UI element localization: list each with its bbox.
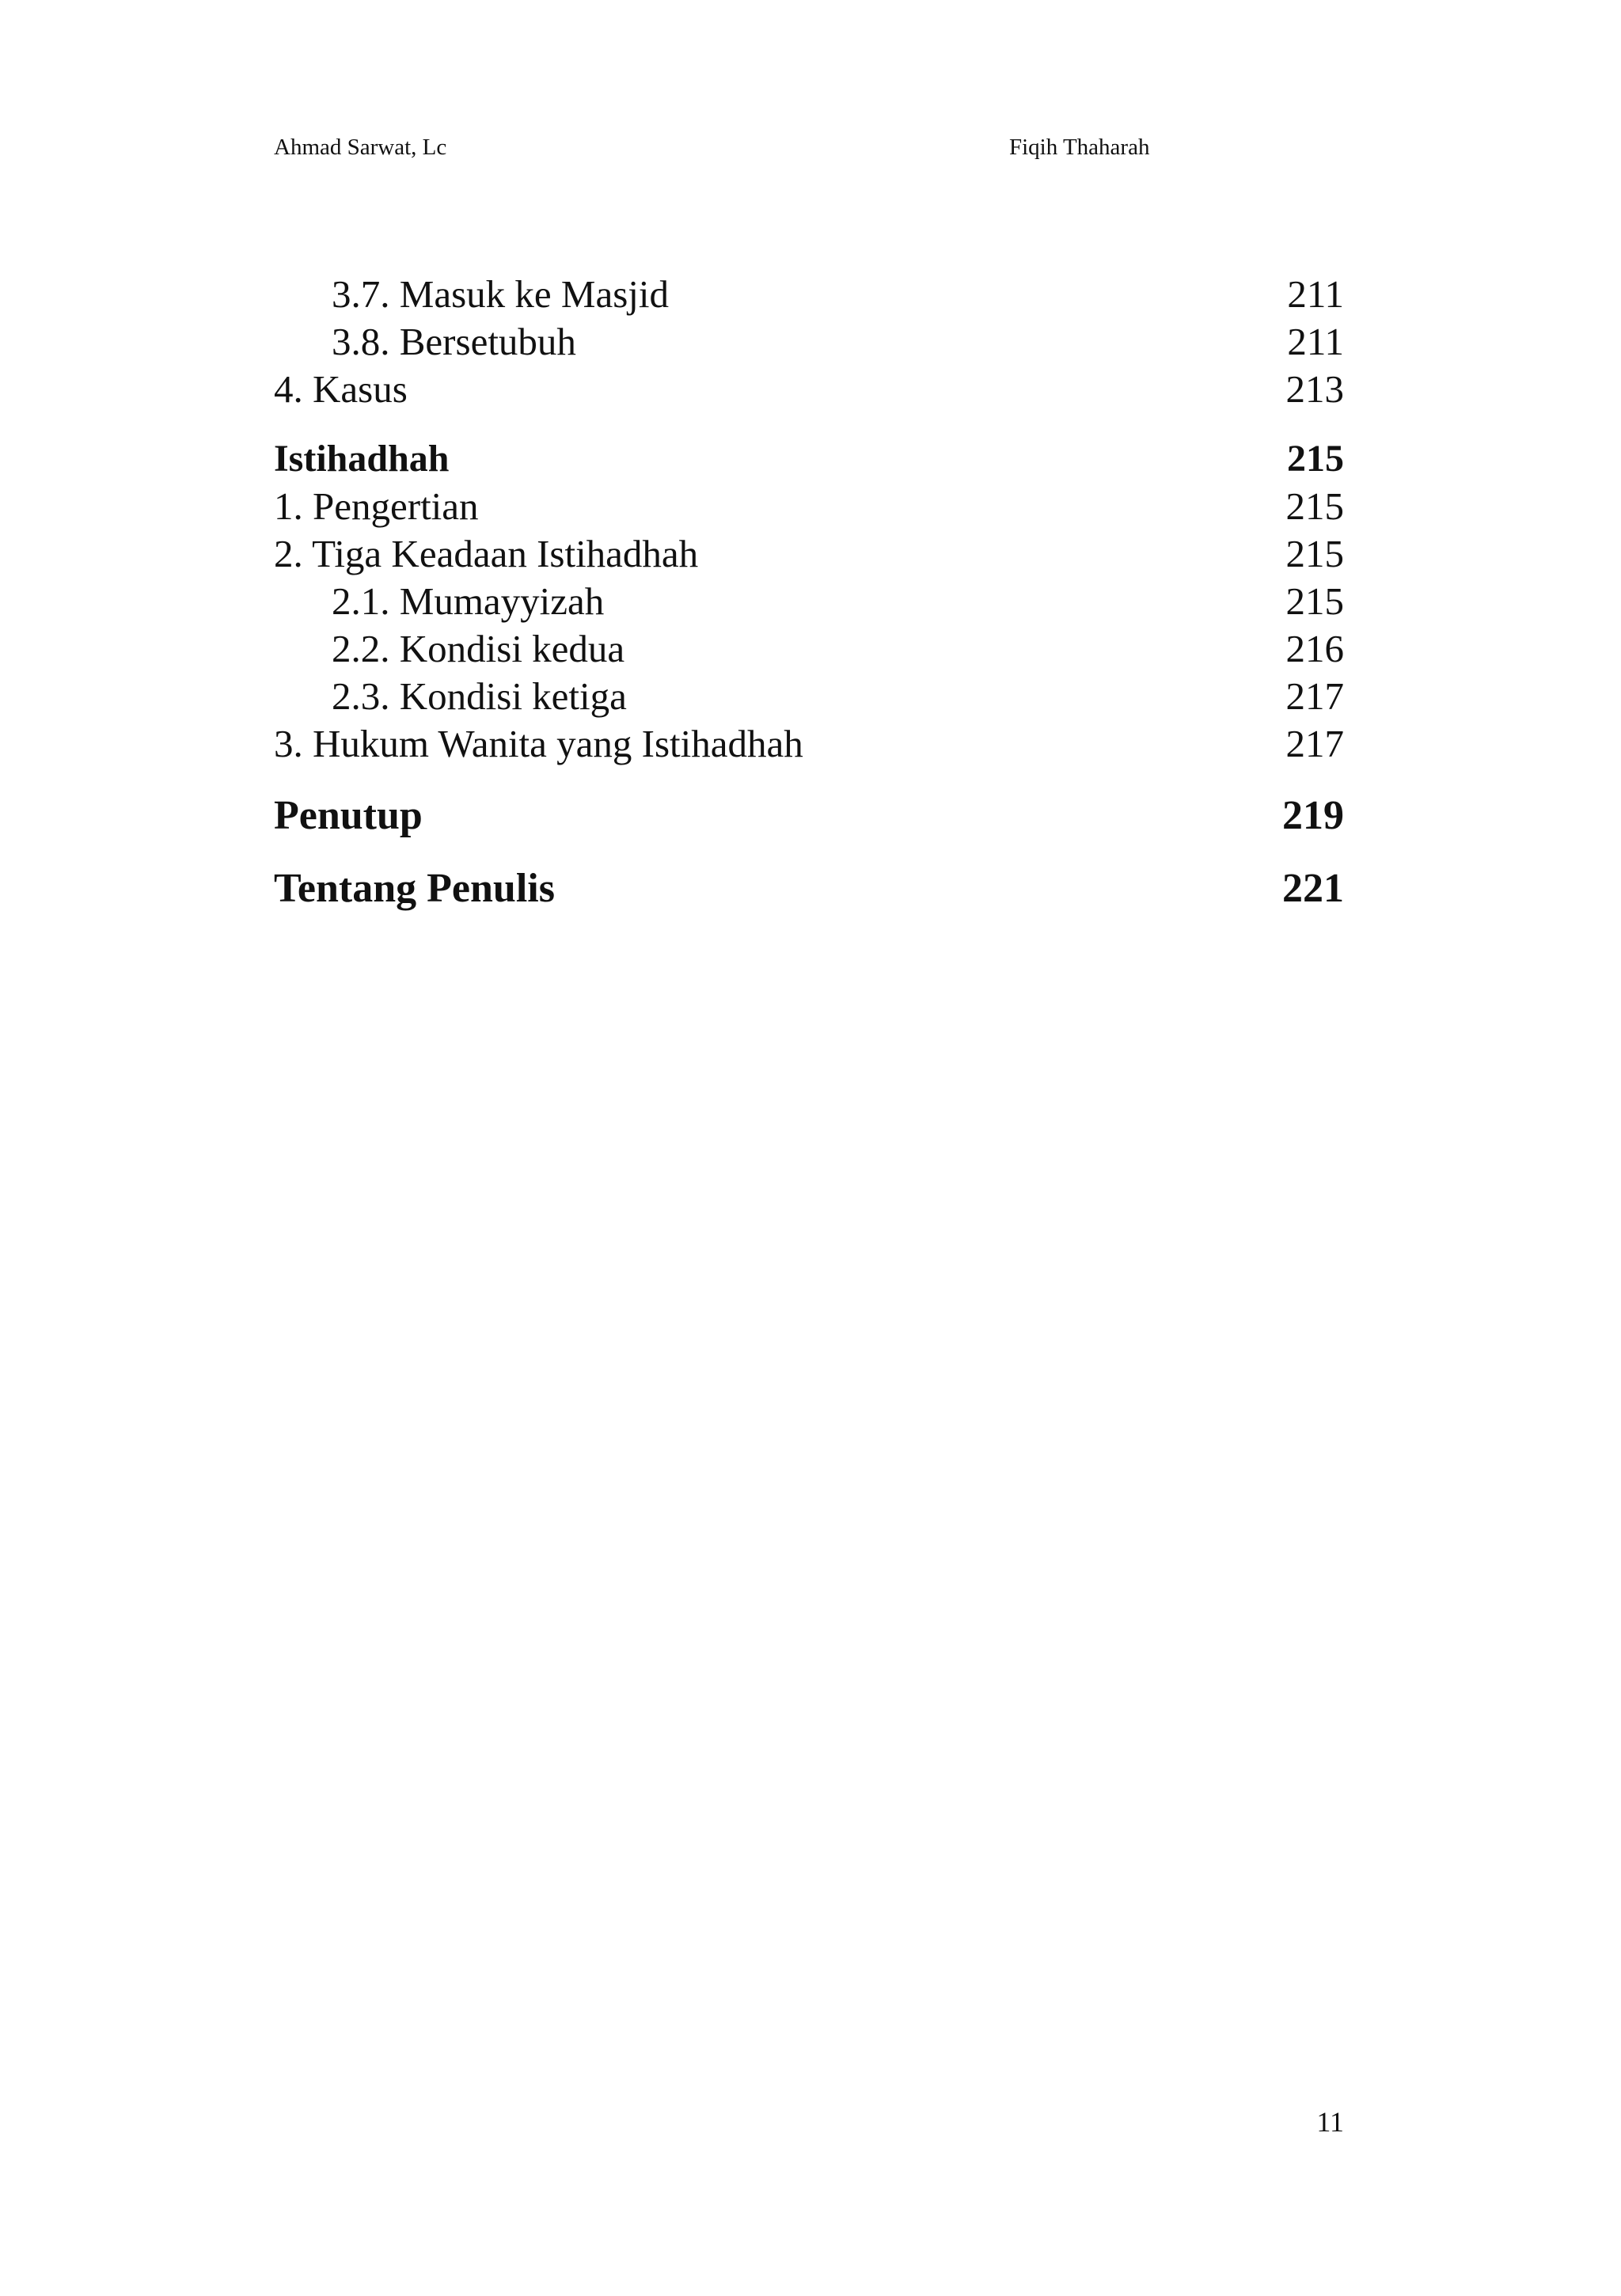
toc-entry-title: 3.7. Masuk ke Masjid bbox=[332, 272, 669, 316]
toc-entry-page: 213 bbox=[1285, 367, 1344, 411]
toc-chapter bbox=[274, 435, 1344, 483]
table-of-contents bbox=[274, 271, 1344, 913]
toc-chapter-title: Penutup bbox=[274, 793, 423, 838]
toc-entry bbox=[274, 625, 1344, 673]
toc-chapter bbox=[274, 791, 1344, 841]
toc-entry-title: 1. Pengertian bbox=[274, 484, 479, 528]
toc-entry bbox=[274, 318, 1344, 366]
toc-chapter bbox=[274, 864, 1344, 913]
running-header-book-title: Fiqih Thaharah bbox=[1009, 135, 1150, 160]
toc-entry bbox=[274, 530, 1344, 578]
toc-entry-page: 211 bbox=[1287, 320, 1344, 363]
toc-chapter-page: 221 bbox=[1282, 866, 1344, 911]
toc-chapter-page: 219 bbox=[1282, 793, 1344, 838]
toc-chapter-title: Istihadhah bbox=[274, 438, 450, 480]
toc-entry bbox=[274, 271, 1344, 318]
toc-entry-title: 4. Kasus bbox=[274, 367, 408, 411]
toc-entry-page: 211 bbox=[1287, 272, 1344, 316]
toc-entry-title: 2.3. Kondisi ketiga bbox=[332, 674, 627, 718]
toc-entry bbox=[274, 366, 1344, 413]
running-header-author: Ahmad Sarwat, Lc bbox=[274, 135, 447, 160]
toc-entry bbox=[274, 483, 1344, 530]
toc-entry-title: 3.8. Bersetubuh bbox=[332, 320, 576, 363]
page-number: 11 bbox=[1316, 2106, 1344, 2138]
toc-entry bbox=[274, 720, 1344, 768]
toc-entry bbox=[274, 673, 1344, 720]
toc-entry-page: 216 bbox=[1285, 627, 1344, 670]
toc-entry bbox=[274, 578, 1344, 625]
toc-entry-page: 215 bbox=[1285, 579, 1344, 623]
toc-entry-title: 2.2. Kondisi kedua bbox=[332, 627, 625, 670]
toc-entry-title: 2. Tiga Keadaan Istihadhah bbox=[274, 532, 699, 575]
toc-entry-page: 217 bbox=[1285, 674, 1344, 718]
toc-entry-page: 215 bbox=[1285, 532, 1344, 575]
toc-entry-title: 2.1. Mumayyizah bbox=[332, 579, 605, 623]
toc-chapter-title: Tentang Penulis bbox=[274, 866, 555, 911]
toc-entry-page: 215 bbox=[1285, 484, 1344, 528]
toc-entry-page: 217 bbox=[1285, 722, 1344, 765]
toc-chapter-page: 215 bbox=[1287, 438, 1344, 480]
toc-entry-title: 3. Hukum Wanita yang Istihadhah bbox=[274, 722, 803, 765]
